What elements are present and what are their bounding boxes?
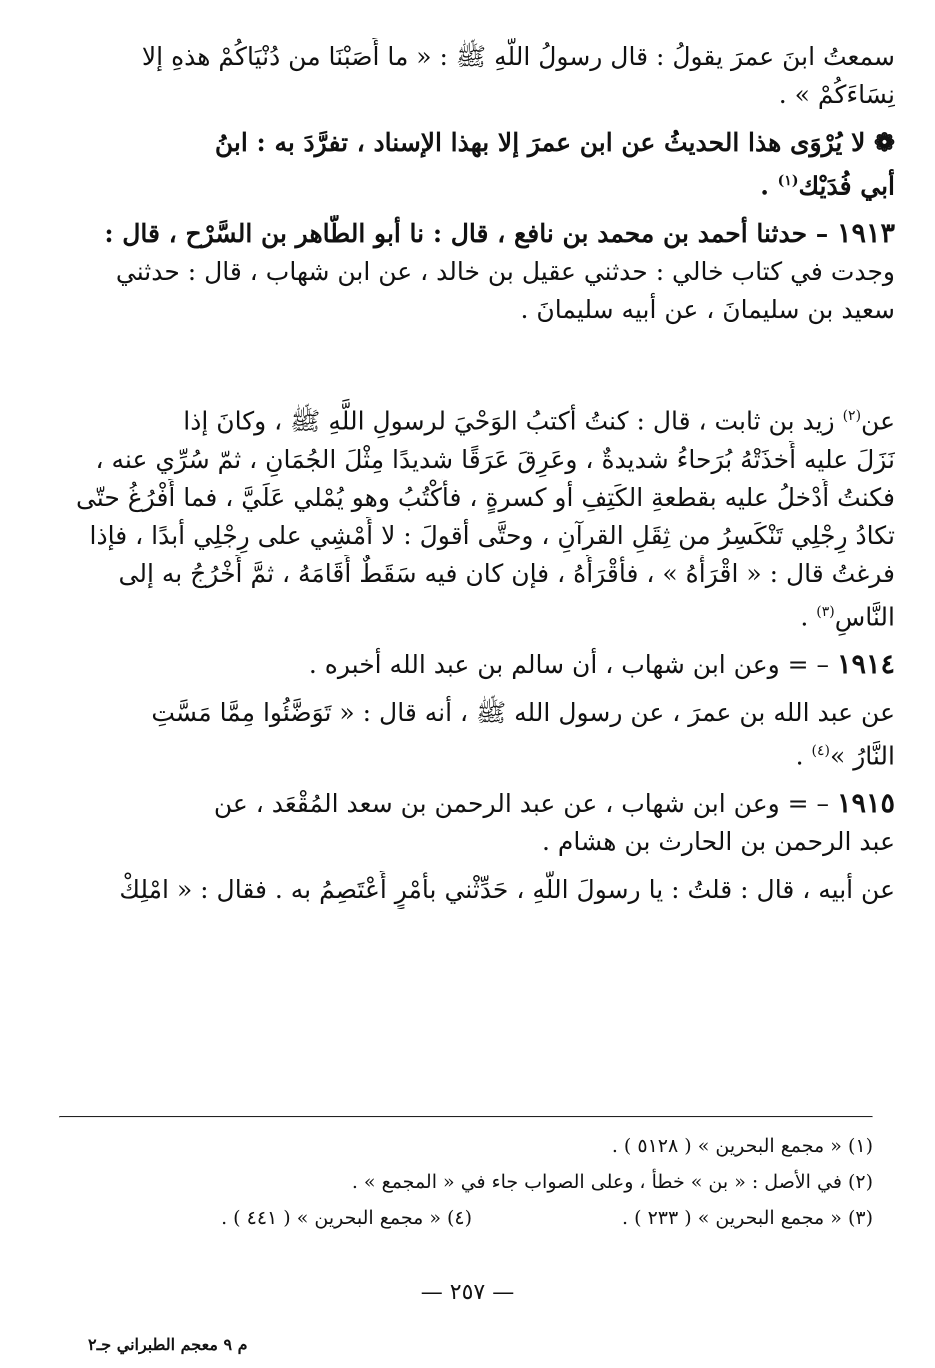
footnote-ref-3: (٣): [816, 603, 835, 620]
text-line: تكادُ رِجْلِي تَنْكَسِرُ من ثِقَلِ القرآنِ ، وحتَّى أقولَ : لا أَمْشِي على رِجْلِي أبدًا ، فإذا: [89, 520, 895, 550]
text-line-segment: النَّاسِ: [834, 601, 895, 631]
text-line: سعيد بن سليمانَ ، عن أبيه سليمانَ .: [520, 295, 895, 325]
paragraph-final: [40, 871, 895, 909]
spacer: [40, 339, 895, 397]
text-line: [40, 397, 895, 440]
text-line-segment: – حدثنا أحمد بن محمد بن نافع ، قال : نا أبو الطَّاهر بن السَّرْح ، قال :: [104, 219, 837, 249]
text-line-end: .: [760, 171, 778, 201]
hadith-1913: [40, 215, 895, 329]
text-line: [40, 593, 895, 636]
footnote-row-3-4: [61, 1200, 873, 1236]
text-line-end: .: [800, 601, 817, 631]
footnote-ref-4: (٤): [811, 742, 830, 759]
footnote-1: (١) « مجمع البحرين » ( ٥١٢٨ ) .: [611, 1135, 873, 1157]
text-line: [40, 732, 895, 775]
hadith-number: ١٩١٤: [836, 648, 895, 680]
text-line-segment: – = وعن ابن شهاب ، أن سالم بن عبد الله أخبره .: [308, 649, 837, 679]
text-line-segment: النَّارُ »: [829, 741, 895, 771]
text-line: [40, 162, 895, 205]
paragraph-hadith-1912-end: [40, 38, 895, 114]
hadith-number: ١٩١٣: [836, 218, 895, 250]
footnote-3: (٣) « مجمع البحرين » ( ٢٣٣ ) .: [622, 1207, 873, 1229]
text-line: فرغتُ قال : « اقْرَأْهُ » ، فأَقْرَأُهُ ، فإن كان فيه سَقَطٌ أَقَامَهُ ، ثمَّ أَخْرُجُ به إلى: [118, 558, 895, 588]
printer-signature: م ٩ معجم الطبراني جـ٢: [88, 1335, 248, 1354]
text-line-segment: – = وعن ابن شهاب ، عن عبد الرحمن بن سعد المُقْعَد ، عن: [213, 789, 837, 819]
footnote-divider: [59, 1116, 873, 1118]
footnote-2: (٢) في الأصل : « بن » خطأ ، وعلى الصواب جاء في « المجمع » .: [351, 1171, 873, 1193]
text-line: ❁ لا يُرْوَى هذا الحديثُ عن ابن عمرَ إلا بهذا الإسناد ، تفرَّدَ به : ابنُ: [214, 128, 895, 157]
hadith-number: ١٩١٥: [836, 788, 895, 820]
text-line-segment: زيد بن ثابت ، قال : كنتُ أكتبُ الوَحْيَ لرسولِ اللَّهِ ﷺ ، وكانَ إذا: [183, 406, 843, 436]
text-line: [40, 646, 895, 684]
text-line: نَزَلَ عليه أَخذَتْهُ بُرَحاءُ شديدةٌ ، وعَرِقَ عَرَقًا شديدًا مِثْلَ الجُمَانِ ، ثمّ سُرِّي عنه ،: [95, 444, 895, 474]
page-number: — ٢٥٧ —: [420, 1280, 515, 1305]
text-line: [40, 785, 895, 823]
text-line-segment: أبي فُدَيْك: [798, 171, 895, 201]
footnotes: [61, 1128, 873, 1236]
text-line: عبد الرحمن بن الحارث بن هشام .: [542, 827, 895, 857]
hadith-1915: [40, 785, 895, 861]
text-line: وجدت في كتاب خالي : حدثني عقيل بن خالد ، عن ابن شهاب ، قال : حدثني: [115, 257, 895, 287]
text-line: [40, 215, 895, 253]
text-line: نِسَاءَكُمْ » .: [778, 80, 895, 109]
page-body: [40, 38, 895, 919]
paragraph-commentary: [40, 124, 895, 205]
footnote-ref-1: (١): [777, 173, 799, 189]
footnote-4: (٤) « مجمع البحرين » ( ٤٤١ ) .: [221, 1207, 473, 1229]
text-line: عن أبيه ، قال : قلتُ : يا رسولَ اللَّهِ ، حَدِّثْني بأَمْرٍ أَعْتَصِمُ به . فقال : « امْلِكْ: [119, 875, 895, 905]
hadith-1914: [40, 646, 895, 684]
text-line: سمعتُ ابنَ عمرَ يقولُ : قال رسولُ اللَّهِ ﷺ : « ما أَصَبْنَا من دُنْيَاكُمْ هذهِ إلا: [141, 42, 895, 71]
paragraph-zaid-bin-thabit: [40, 397, 895, 636]
text-line: فكنتُ أُدْخلُ عليه بقطعةِ الكَتِفِ أو كسرةٍ ، فأَكْتُبُ وهو يُمْلي عَلَيَّ ، فما أَفْرُغُ حتّى: [75, 482, 895, 512]
text-line-segment: عن: [861, 406, 895, 436]
paragraph-ibn-umar: [40, 694, 895, 775]
text-line: عن عبد الله بن عمرَ ، عن رسول الله ﷺ ، أنه قال : « تَوَضَّئُوا مِمَّا مَسَّتِ: [151, 697, 895, 727]
text-line-end: .: [795, 741, 812, 771]
footnote-ref-2: (٢): [842, 408, 862, 425]
